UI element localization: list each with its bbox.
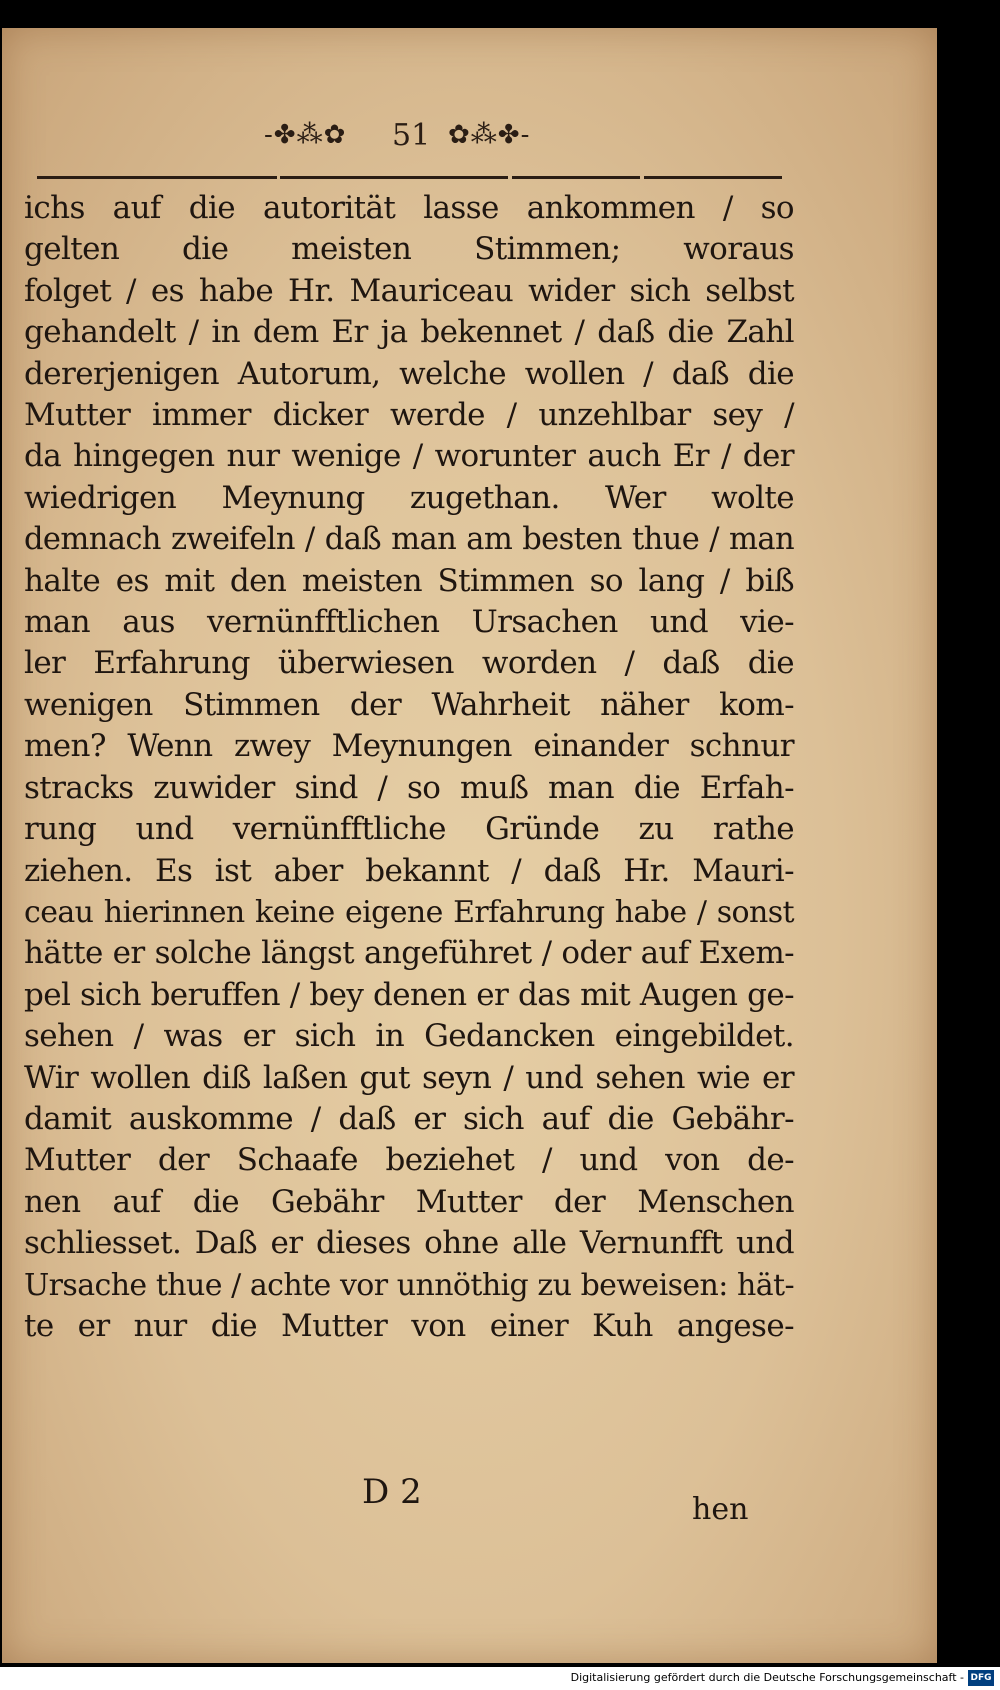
- text-line: man aus vernünfftlichen Ursachen und vie-: [24, 604, 794, 641]
- text-line: ziehen. Es ist aber bekannt / daß Hr. Mauri-: [24, 852, 794, 889]
- text-line: men? Wenn zwey Meynungen einander schnur: [24, 728, 794, 765]
- text-line: Mutter immer dicker werde / unzehlbar sey /: [24, 397, 794, 434]
- text-line: wenigen Stimmen der Wahrheit näher kom-: [24, 686, 794, 723]
- dfg-logo: DFG: [968, 1670, 994, 1686]
- digitization-credit-bar: [0, 1667, 1000, 1690]
- body-text: [24, 188, 794, 1347]
- catchword: hen: [692, 1492, 749, 1527]
- text-line: te er nur die Mutter von einer Kuh angese-: [24, 1307, 794, 1344]
- text-line: demnach zweifeln / daß man am besten thue / man: [24, 522, 794, 558]
- text-line: dererjenigen Autorum, welche wollen / daß die: [24, 355, 794, 392]
- text-line: ichs auf die autorität lasse ankommen / so: [24, 190, 794, 226]
- book-page: [2, 28, 937, 1663]
- text-line: rung und vernünfftliche Gründe zu rathe: [24, 811, 794, 848]
- header-rule: [512, 176, 640, 179]
- header-rule: [280, 176, 508, 179]
- page-header: [2, 116, 937, 160]
- text-line: folget / es habe Hr. Mauriceau wider sich selbst: [24, 272, 794, 309]
- text-line: wiedrigen Meynung zugethan. Wer wolte: [24, 479, 794, 516]
- page-footer: [2, 1472, 937, 1527]
- header-ornament-left: -✤⁂✿: [264, 120, 347, 150]
- header-rule: [644, 176, 782, 179]
- header-ornament-right: ✿⁂✤-: [448, 120, 531, 150]
- text-line: nen auf die Gebähr Mutter der Menschen: [24, 1183, 794, 1220]
- text-line: halte es mit den meisten Stimmen so lang / biß: [24, 562, 794, 599]
- text-line: stracks zuwider sind / so muß man die Erfah-: [24, 769, 794, 806]
- text-line: gelten die meisten Stimmen; woraus: [24, 231, 794, 268]
- text-line: ceau hierinnen keine eigene Erfahrung habe / sonst: [24, 894, 794, 930]
- text-line: damit auskomme / daß er sich auf die Gebähr-: [24, 1100, 794, 1137]
- page-number: 51: [392, 118, 431, 153]
- text-line: Mutter der Schaafe beziehet / und von de-: [24, 1142, 794, 1179]
- credit-text: Digitalisierung gefördert durch die Deutsche Forschungsgemeinschaft -: [570, 1671, 964, 1684]
- text-line: hätte er solche längst angeführet / oder auf Exem-: [24, 935, 794, 972]
- text-line: schliesset. Daß er dieses ohne alle Vernunfft und: [24, 1225, 794, 1262]
- text-line: gehandelt / in dem Er ja bekennet / daß die Zahl: [24, 314, 794, 351]
- text-line: Ursache thue / achte vor unnöthig zu beweisen: hät-: [24, 1267, 794, 1303]
- text-line: sehen / was er sich in Gedancken eingebildet.: [24, 1018, 794, 1055]
- text-line: pel sich beruffen / bey denen er das mit Augen ge-: [24, 976, 794, 1013]
- text-line: da hingegen nur wenige / worunter auch Er / der: [24, 438, 794, 475]
- text-line: ler Erfahrung überwiesen worden / daß die: [24, 645, 794, 682]
- text-line: Wir wollen diß laßen gut seyn / und sehen wie er: [24, 1059, 794, 1096]
- header-rule: [37, 176, 277, 179]
- signature-mark: D 2: [362, 1472, 422, 1512]
